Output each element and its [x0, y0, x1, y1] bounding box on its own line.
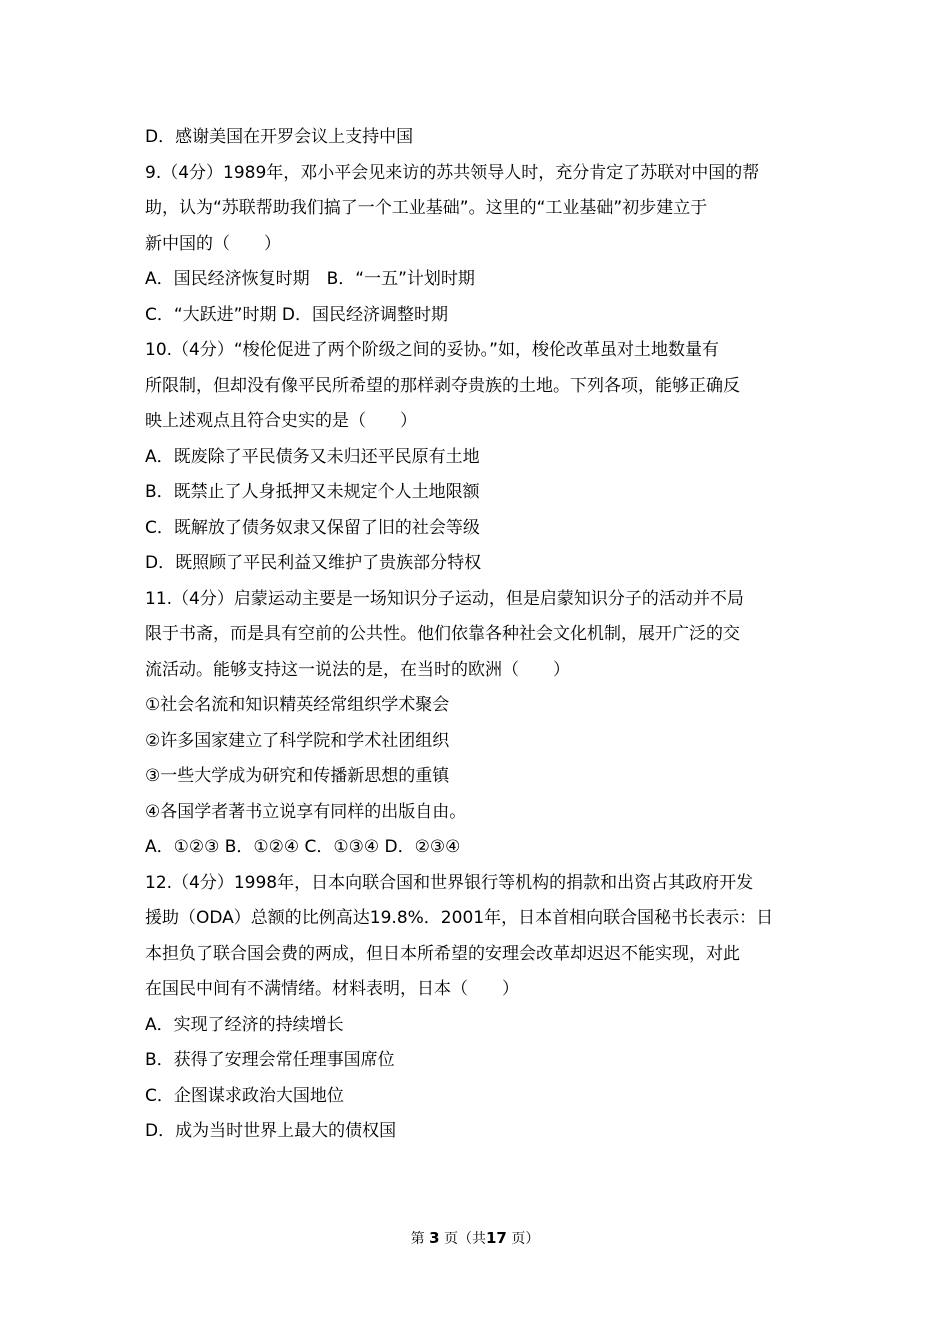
question-11-stem-line-3: 流活动。能够支持这一说法的是，在当时的欧洲（ ）: [145, 659, 570, 680]
question-12-stem-line-4: 在国民中间有不满情绪。材料表明，日本（ ）: [145, 979, 519, 999]
question-10-stem-line-3: 映上述观点且符合史实的是（ ）: [145, 411, 417, 431]
question-10-option-c: C．既解放了债务奴隶又保留了旧的社会等级: [145, 517, 480, 538]
footer-middle: 页（共: [444, 1231, 486, 1247]
question-12-option-c: C．企图谋求政治大国地位: [145, 1085, 344, 1106]
question-10-option-d: D．既照顾了平民利益又维护了贵族部分特权: [145, 553, 482, 573]
question-9-options-ab: A．国民经济恢复时期 B．“一五”计划时期: [145, 269, 475, 289]
question-11-options: A．①②③ B．①②④ C．①③④ D．②③④: [145, 837, 461, 857]
question-11-stem-line-2: 限于书斋，而是具有空前的公共性。他们依靠各种社会文化机制，展开广泛的交: [145, 624, 740, 644]
question-9-stem-line-1: 9.（4分）1989年，邓小平会见来访的苏共领导人时，充分肯定了苏联对中国的帮: [145, 162, 760, 183]
footer-page-number: 3: [429, 1229, 440, 1247]
question-12-stem-line-1: 12.（4分）1998年，日本向联合国和世界银行等机构的捐款和出资占其政府开发: [145, 872, 754, 893]
question-10-stem-line-2: 所限制，但却没有像平民所希望的那样剥夺贵族的土地。下列各项，能够正确反: [145, 375, 740, 396]
question-10-option-a: A．既废除了平民债务又未归还平民原有土地: [145, 446, 480, 467]
page-content: [145, 120, 810, 1150]
question-9-options-cd: C．“大跃进”时期 D．国民经济调整时期: [145, 304, 448, 325]
page-footer: [0, 1228, 950, 1249]
question-12-option-d: D．成为当时世界上最大的债权国: [145, 1121, 397, 1141]
footer-prefix: 第: [410, 1231, 425, 1247]
question-12-stem-line-3: 本担负了联合国会费的两成，但日本所希望的安理会改革却迟迟不能实现，对此: [145, 943, 740, 964]
question-11-item-3: ③一些大学成为研究和传播新思想的重镇: [145, 766, 450, 786]
question-9-stem-line-2: 助，认为“苏联帮助我们搞了一个工业基础”。这里的“工业基础”初步建立于: [145, 198, 708, 218]
question-11-item-1: ①社会名流和知识精英经常组织学术聚会: [145, 695, 450, 715]
question-11-stem-line-1: 11.（4分）启蒙运动主要是一场知识分子运动，但是启蒙知识分子的活动并不局: [145, 588, 744, 609]
question-12-stem-line-2: 援助（ODA）总额的比例高达19.8%．2001年，日本首相向联合国秘书长表示：日: [145, 908, 774, 928]
question-12-option-a: A．实现了经济的持续增长: [145, 1014, 344, 1035]
question-12-option-b: B．获得了安理会常任理事国席位: [145, 1050, 395, 1070]
question-9-stem-line-3: 新中国的（ ）: [145, 233, 281, 254]
option-d-q8: D．感谢美国在开罗会议上支持中国: [145, 127, 414, 147]
footer-suffix: 页）: [511, 1231, 540, 1247]
question-11-item-4: ④各国学者著书立说享有同样的出版自由。: [145, 801, 467, 822]
footer-total-pages: 17: [486, 1229, 507, 1247]
question-10-option-b: B．既禁止了人身抵押又未规定个人土地限额: [145, 482, 480, 502]
question-11-item-2: ②许多国家建立了科学院和学术社团组织: [145, 730, 450, 751]
question-10-stem-line-1: 10.（4分）“梭伦促进了两个阶级之间的妥协。”如，梭伦改革虽对土地数量有: [145, 340, 719, 360]
